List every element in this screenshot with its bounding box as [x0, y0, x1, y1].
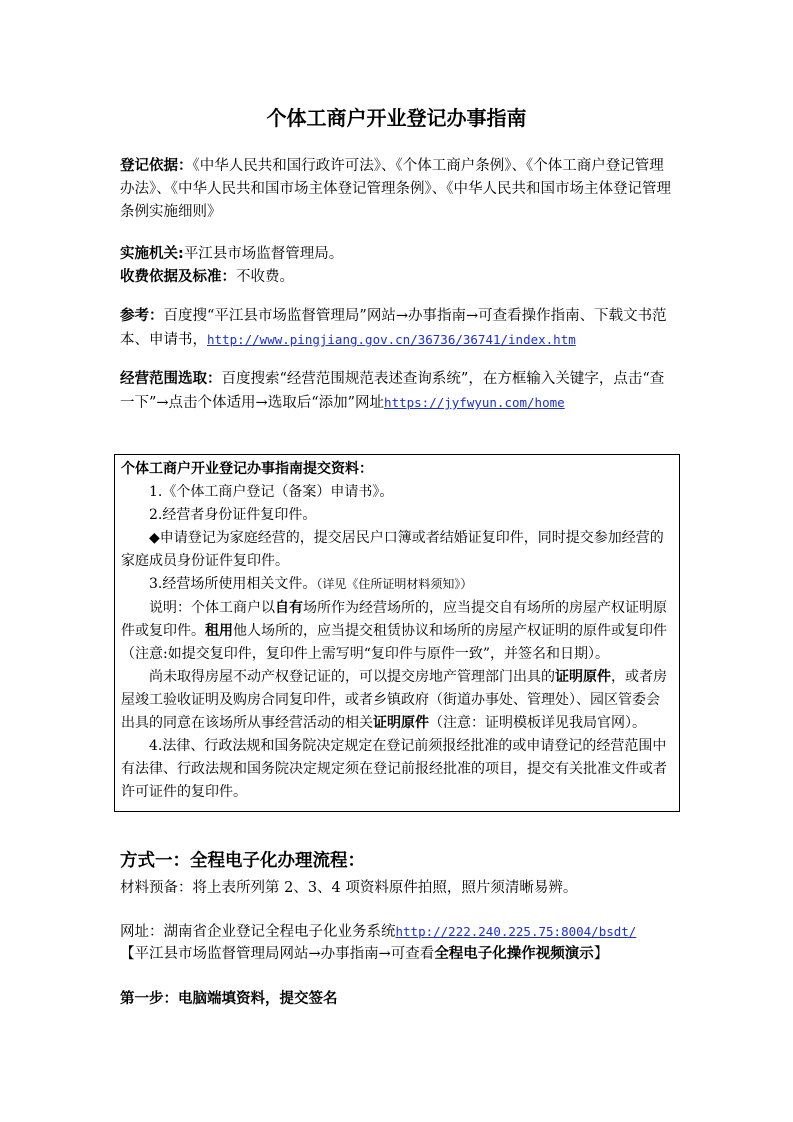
video-demo-line — [120, 943, 676, 966]
note-b-text-3: （注意：证明模板详见我局官网）。 — [429, 715, 646, 732]
fee-text: 不收费。 — [236, 269, 294, 285]
video-prefix: 【平江县市场监督管理局网站→办事指南→可查看 — [120, 946, 435, 962]
step-one: 第一步：电脑端填资料，提交签名 — [120, 991, 338, 1007]
system-site-line — [120, 920, 676, 944]
note-a-bold-1: 自有 — [275, 599, 303, 616]
reference-link[interactable]: http://www.pingjiang.gov.cn/36736/36741/index.htm — [207, 332, 576, 347]
material-item-2: 2.经营者身份证件复印件。 — [149, 507, 317, 524]
note-no-certificate — [121, 666, 673, 735]
material-item-2-note: ◆申请登记为家庭经营的，提交居民户口簿或者结婚证复印件，同时提交参加经营的家庭成员身份证件复印件。 — [121, 530, 664, 570]
basis-label: 登记依据： — [120, 158, 193, 174]
note-a-text-2: 场所作为经营场所的，应当提交自有场所的房屋产权证明原件或复印件。 — [121, 599, 667, 639]
note-own-premises — [121, 597, 673, 666]
material-item-3-text: 3.经营场所使用相关文件。 — [149, 576, 317, 593]
agency-text: 平江县市场监督管理局。 — [183, 246, 344, 262]
system-site-link[interactable]: http://222.240.225.75:8004/bsdt/ — [395, 924, 637, 939]
agency-label: 实施机关: — [120, 246, 184, 262]
scope-paragraph — [120, 368, 676, 415]
material-item-4: 4.法律、行政法规和国务院决定规定在登记前须报经批准的或申请登记的经营范围中有法律、行政法规和国务院决定规定须在登记前报经批准的项目，提交有关批准文件或者许可证件的复印件。 — [121, 738, 667, 801]
materials-heading: 个体工商户开业登记办事指南提交资料： — [121, 461, 373, 477]
fee-line — [120, 266, 676, 289]
note-a-text-1: 说明：个体工商户以 — [149, 599, 275, 616]
reference-paragraph — [120, 305, 676, 352]
scope-text: 百度搜索“经营范围规范表述查询系统”，在方框输入关键字，点击“查一下”→点击个体适用→选取后“添加”网址 — [120, 371, 665, 411]
system-site-label: 网址：湖南省企业登记全程电子化业务系统 — [120, 924, 396, 940]
material-item-1: 1.《个体工商户登记（备案）申请书》。 — [149, 484, 394, 501]
note-b-bold-2: 证明原件 — [373, 715, 429, 732]
material-prep: 材料预备：将上表所列第 2、3、4 项资料原件拍照，照片须清晰易辨。 — [120, 880, 578, 896]
video-suffix: 】 — [593, 946, 609, 962]
note-a-bold-2: 租用 — [205, 622, 233, 639]
reference-text: 百度搜“平江县市场监督管理局”网站→办事指南→可查看操作指南、下载文书范本、申请书， — [120, 308, 667, 348]
registration-basis — [120, 155, 676, 224]
material-item-3-small: （详见《住所证明材料须知》） — [316, 577, 473, 592]
reference-label: 参考： — [120, 308, 164, 324]
scope-label: 经营范围选取： — [120, 371, 222, 387]
video-bold: 全程电子化操作视频演示 — [434, 946, 594, 962]
scope-link[interactable]: https://jyfwyun.com/home — [384, 395, 565, 410]
note-b-bold-1: 证明原件 — [555, 668, 611, 685]
basis-text: 《中华人民共和国行政许可法》、《个体工商户条例》、《个体工商户登记管理办法》、《中华人民共和国市场主体登记管理条例》、《中华人民共和国市场主体登记管理条例实施细则》 — [120, 158, 671, 220]
agency-line — [120, 243, 676, 266]
page-title: 个体工商户开业登记办事指南 — [266, 106, 527, 130]
note-b-text-1: 尚未取得房屋不动产权登记证的，可以提交房地产管理部门出具的 — [149, 668, 555, 685]
note-b-text-2: ，或者房屋竣工验收证明及购房合同复印件，或者乡镇政府（街道办事处、管理处）、园区管委会出具的同意在该场所从事经营活动的相关 — [121, 668, 667, 732]
method-one-heading: 方式一：全程电子化办理流程： — [120, 851, 365, 871]
fee-label: 收费依据及标准： — [120, 269, 236, 285]
note-a-text-3: 他人场所的，应当提交租赁协议和场所的房屋产权证明的原件或复印件（注意:如提交复印件，复印件上需写明“复印件与原件一致”，并签名和日期）。 — [121, 622, 667, 662]
material-item-3 — [121, 573, 673, 596]
materials-box — [114, 454, 680, 812]
